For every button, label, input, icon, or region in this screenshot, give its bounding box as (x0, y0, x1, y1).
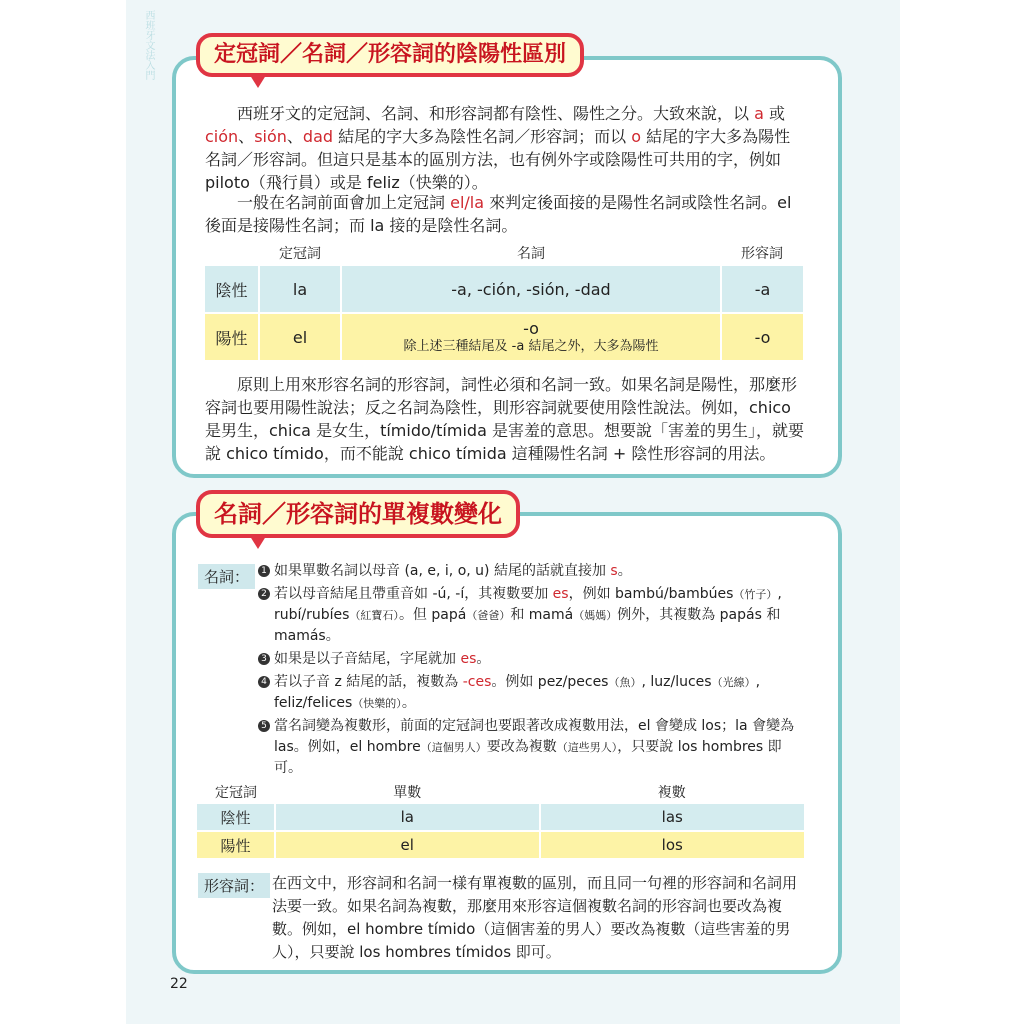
item-number: 5 (258, 720, 270, 732)
item-number: 2 (258, 588, 270, 600)
gender-table-header-noun: 名詞 (517, 246, 545, 262)
list-item: 5 當名詞變為複數形，前面的定冠詞也要跟著改成複數用法，el 會變成 los；la 會變為 las。例如，el hombre（這個男人）要改為複數（這些男人），只要說 los hombres 即可。 (258, 716, 806, 779)
row-label-feminine: 陰性 (197, 804, 275, 831)
list-item: 1 如果單數名詞以母音 (a, e, i, o, u) 結尾的話就直接加 s。 (258, 561, 806, 582)
cell-singular: la (275, 804, 540, 831)
cell-plural: las (540, 804, 805, 831)
cell-adj: -o (721, 313, 803, 360)
item-number: 3 (258, 653, 270, 665)
list-item: 2 若以母音結尾且帶重音如 -ú, -í，其複數要加 es，例如 bambú/bambúes（竹子）, rubí/rubíes（紅寶石）。但 papá（爸爸）和 mamá（媽媽）例外，其複數為 papás 和 mamás。 (258, 584, 806, 647)
table-row (197, 804, 804, 831)
plural-table (197, 780, 804, 858)
noun-rules-list (258, 561, 806, 781)
cell-noun-note: 除上述三種結尾及 -a 結尾之外，大多為陽性 (403, 338, 659, 354)
noun-label: 名詞： (198, 564, 255, 589)
adjective-label: 形容詞： (198, 873, 270, 898)
section1-title: 定冠詞／名詞／形容詞的陰陽性區別 (196, 33, 584, 77)
adjective-paragraph: 在西文中，形容詞和名詞一樣有單複數的區別，而且同一句裡的形容詞和名詞用法要一致。如果名詞為複數，那麼用來形容這個複數名詞的形容詞也要改為複數。例如，el hombre tímido（這個害羞的男人）要改為複數（這些害羞的男人），只要說 los hombres tímidos 即可。 (272, 874, 798, 961)
cell-noun: -a, -ción, -sión, -dad (341, 266, 721, 313)
side-strip-text: 西班牙文法入門 (143, 10, 154, 80)
gender-table-header-article: 定冠詞 (279, 246, 321, 262)
cell-article: el (259, 313, 341, 360)
list-item: 3 如果是以子音結尾，字尾就加 es。 (258, 649, 806, 670)
plural-table-header-singular: 單數 (393, 785, 422, 801)
row-label-masculine: 陽性 (197, 831, 275, 858)
cell-plural: los (540, 831, 805, 858)
cell-noun-ending: -o (523, 318, 539, 338)
table-row (197, 831, 804, 858)
cell-noun (341, 313, 721, 360)
page-number: 22 (170, 976, 188, 992)
item-number: 1 (258, 565, 270, 577)
cell-article: la (259, 266, 341, 313)
table-row (205, 266, 803, 313)
row-label-feminine: 陰性 (205, 266, 259, 313)
list-item: 4 若以子音 z 結尾的話，複數為 -ces。例如 pez/peces（魚）, luz/luces（光線）, feliz/felices（快樂的）。 (258, 672, 806, 714)
section2-title: 名詞／形容詞的單複數變化 (196, 490, 520, 538)
plural-table-header-article: 定冠詞 (215, 785, 257, 801)
gender-table-header-blank (205, 240, 259, 266)
table-row (205, 313, 803, 360)
gender-table (205, 240, 803, 360)
cell-adj: -a (721, 266, 803, 313)
section1-paragraph2: 一般在名詞前面會加上定冠詞 el/la 來判定後面接的是陽性名詞或陰性名詞。el 後面是接陽性名詞；而 la 接的是陰性名詞。 (205, 193, 792, 235)
cell-singular: el (275, 831, 540, 858)
gender-table-header-adj: 形容詞 (741, 246, 783, 262)
section1-paragraph3: 原則上用來形容名詞的形容詞，詞性必須和名詞一致。如果名詞是陽性，那麼形容詞也要用陽性說法；反之名詞為陰性，則形容詞就要使用陰性說法。例如，chico 是男生，chica 是女生，tímido/tímida 是害羞的意思。想要說「害羞的男生」，就要說 chico tímido，而不能說 chico tímida 這種陽性名詞 + 陰性形容詞的用法。 (205, 375, 804, 463)
item-number: 4 (258, 676, 270, 688)
row-label-masculine: 陽性 (205, 313, 259, 360)
plural-table-header-plural: 複數 (657, 785, 686, 801)
section1-paragraph1: 西班牙文的定冠詞、名詞、和形容詞都有陰性、陽性之分。大致來說，以 a 或 ción、sión、dad 結尾的字大多為陰性名詞／形容詞；而以 o 結尾的字大多為陽性名詞／形容詞。但這只是基本的區別方法，也有例外字或陰陽性可共用的字，例如 piloto（飛行員）或是 feliz（快樂的）。 (205, 104, 791, 192)
